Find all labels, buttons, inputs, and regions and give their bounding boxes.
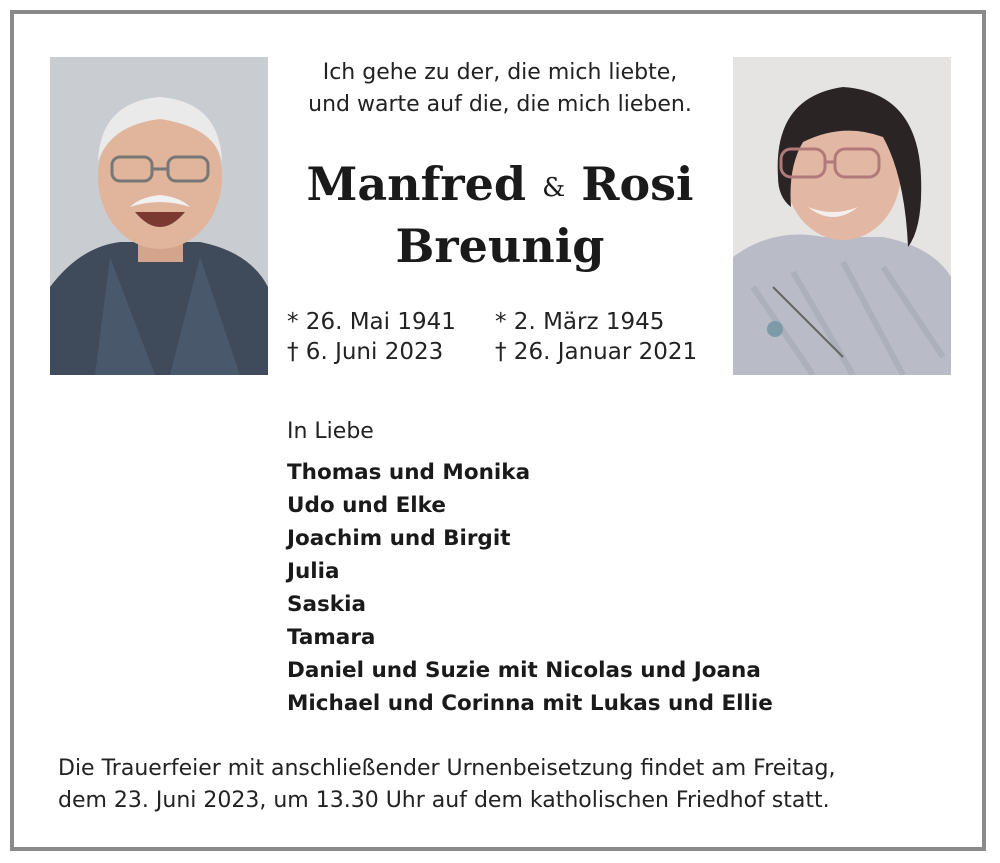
mourner-name: Thomas und Monika: [287, 460, 531, 485]
death-date: † 26. Januar 2021: [495, 339, 698, 365]
mourners-list: [287, 456, 773, 720]
notice-line: Die Trauerfeier mit anschließender Urnenbeisetzung findet am Freitag,: [58, 756, 836, 781]
dates-rosi: [495, 307, 697, 367]
birth-date: * 26. Mai 1941: [287, 309, 456, 335]
quote: [270, 57, 730, 121]
notice-line: dem 23. Juni 2023, um 13.30 Uhr auf dem katholischen Friedhof statt.: [58, 788, 830, 813]
quote-line: und warte auf die, die mich lieben.: [308, 92, 692, 117]
mourner-name: Tamara: [287, 625, 376, 650]
quote-line: Ich gehe zu der, die mich liebte,: [322, 60, 678, 85]
surname: Breunig: [395, 219, 605, 273]
portrait-manfred: [50, 57, 268, 375]
portrait-rosi: [733, 57, 951, 375]
mourner-name: Michael und Corinna mit Lukas und Ellie: [287, 691, 773, 716]
death-date: † 6. Juni 2023: [287, 339, 444, 365]
first-name: Manfred: [306, 157, 527, 211]
birth-date: * 2. März 1945: [495, 309, 665, 335]
deceased-names: [270, 155, 730, 275]
mourner-name: Julia: [287, 559, 340, 584]
mourner-name: Daniel und Suzie mit Nicolas und Joana: [287, 658, 761, 683]
mourners-intro: In Liebe: [287, 419, 374, 444]
mourner-name: Udo und Elke: [287, 493, 446, 518]
dates-manfred: [287, 307, 456, 367]
mourner-name: Saskia: [287, 592, 366, 617]
ampersand: &: [542, 173, 566, 203]
first-names: [270, 155, 730, 217]
first-name: Rosi: [581, 157, 694, 211]
mourner-name: Joachim und Birgit: [287, 526, 511, 551]
funeral-notice: [58, 753, 938, 817]
